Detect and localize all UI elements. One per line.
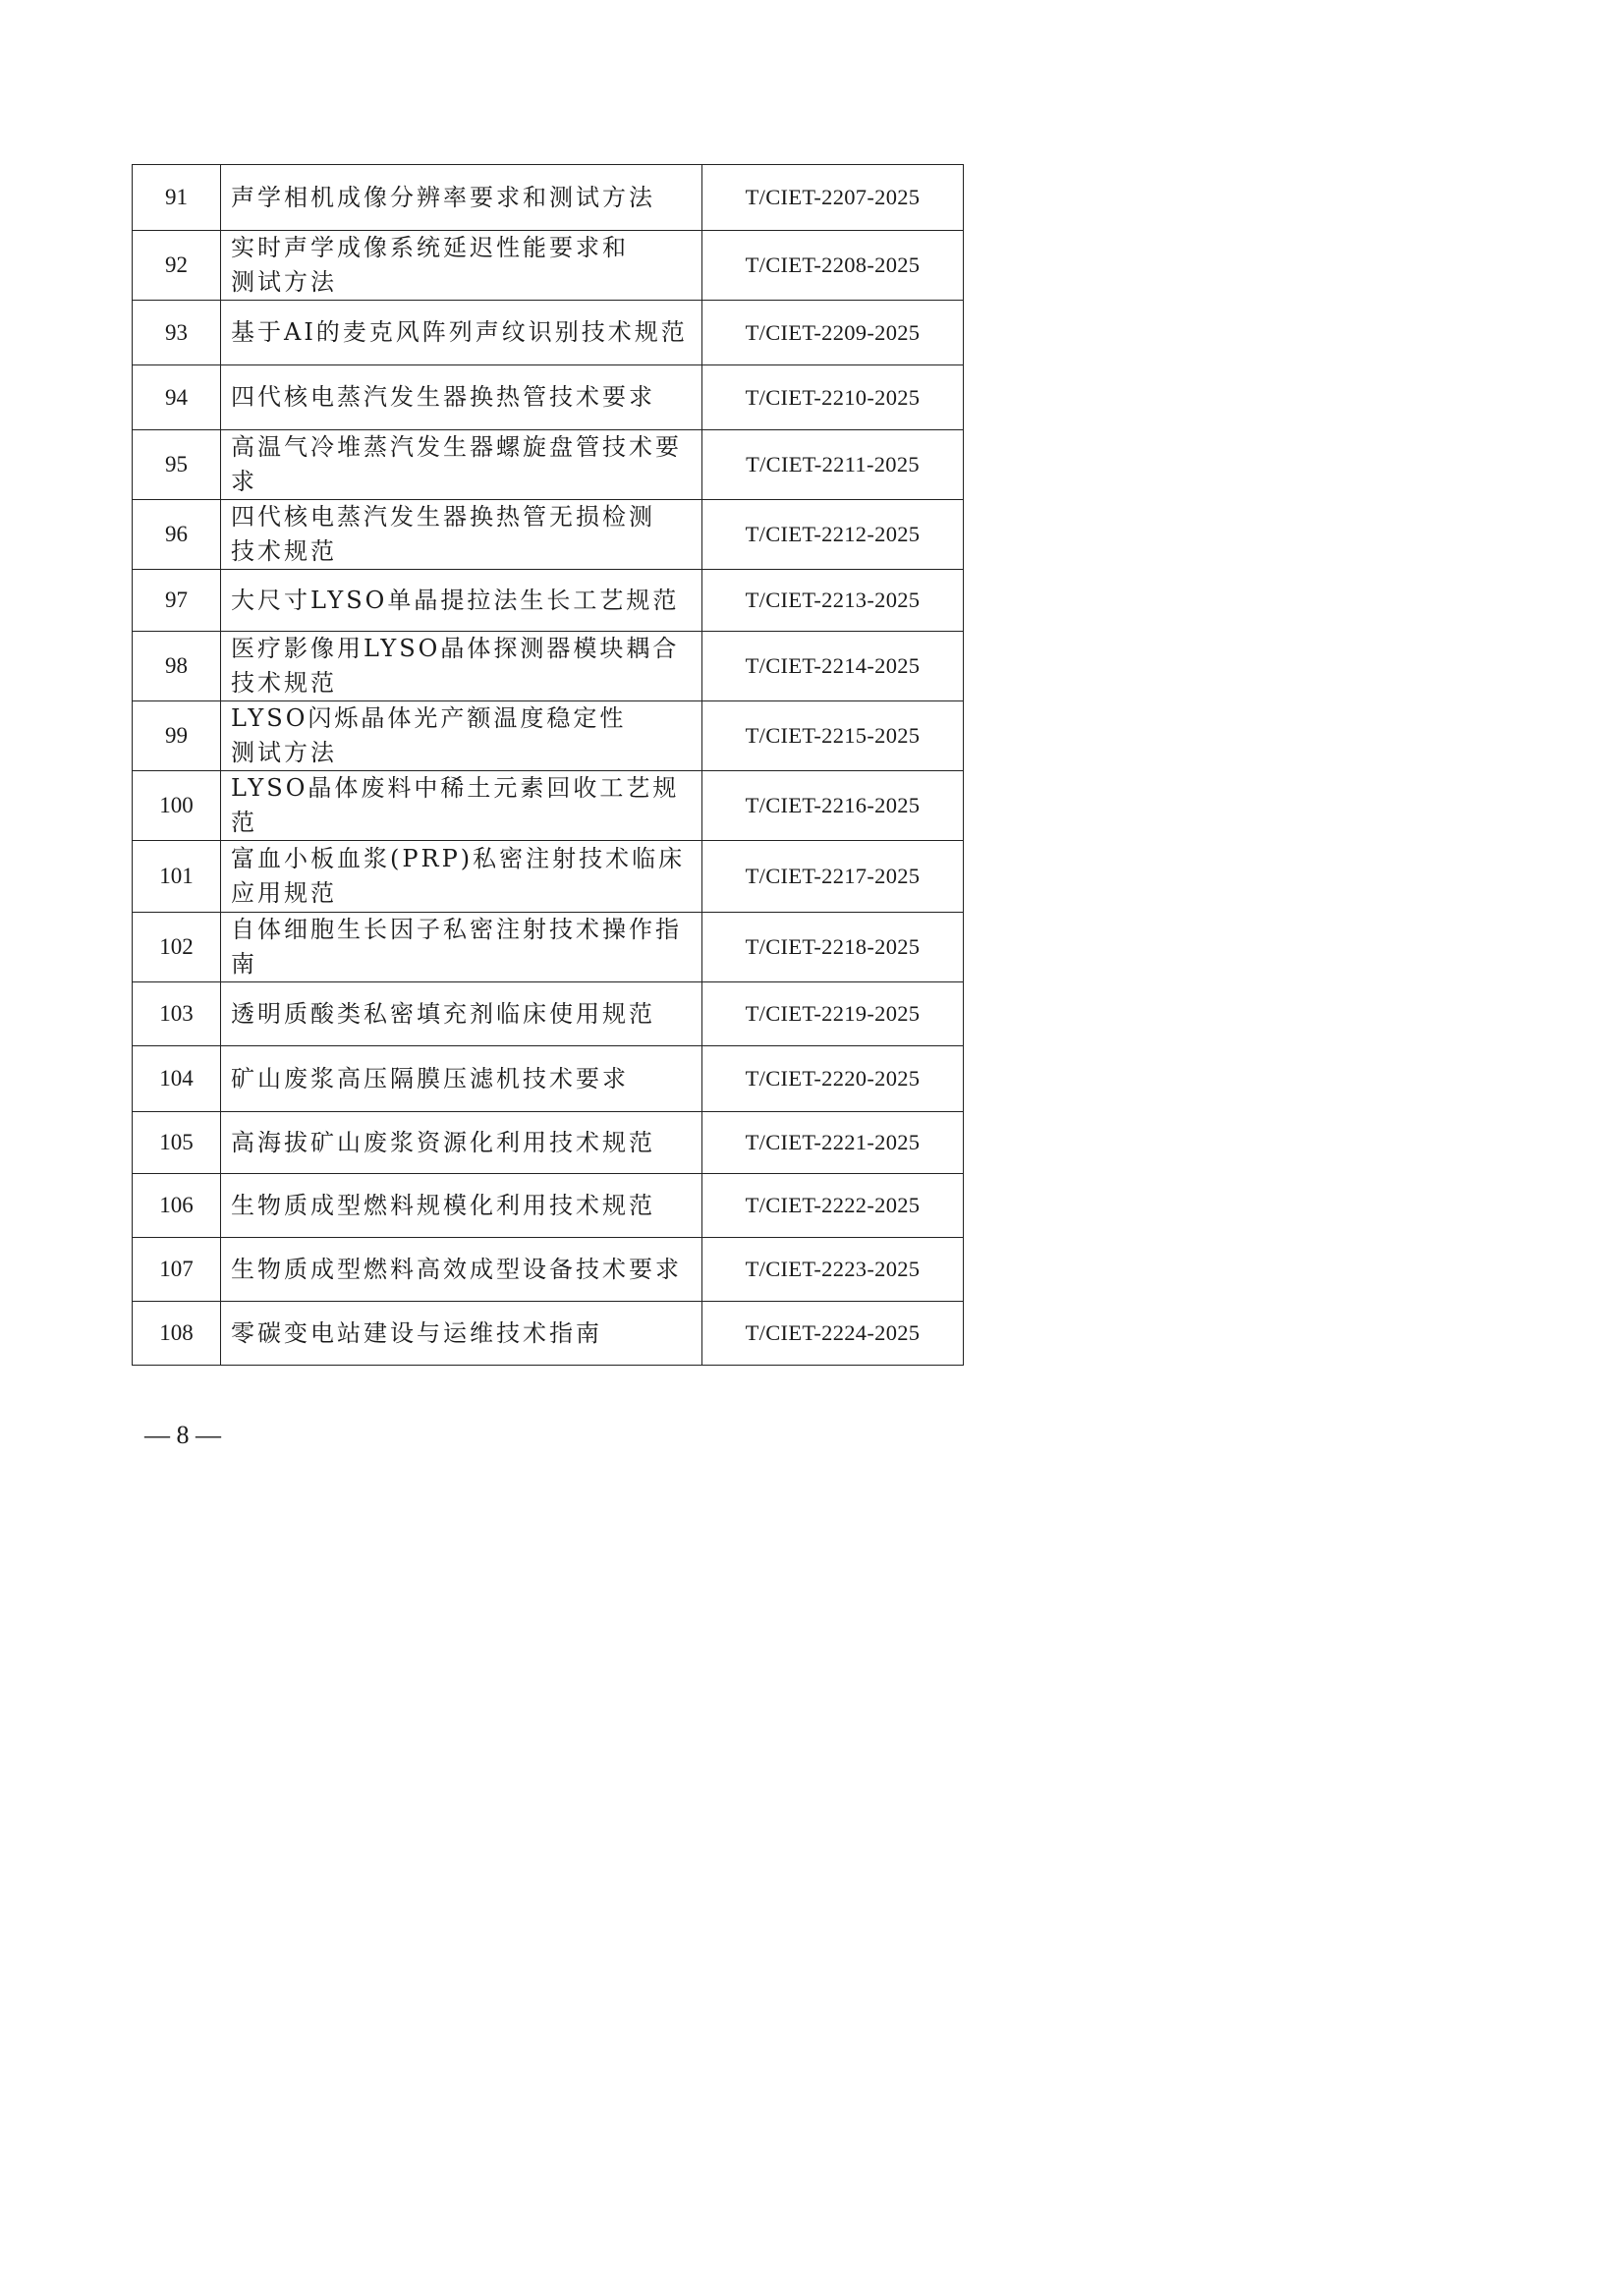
table-row: [133, 570, 964, 632]
table-row: [133, 231, 964, 301]
standard-name: 生物质成型燃料规模化利用技术规范: [221, 1174, 702, 1238]
standard-name: LYSO闪烁晶体光产额温度稳定性 测试方法: [221, 701, 702, 771]
table-row: [133, 301, 964, 365]
standard-code: T/CIET-2220-2025: [702, 1046, 964, 1112]
standard-name: 高海拔矿山废浆资源化利用技术规范: [221, 1112, 702, 1174]
standard-code: T/CIET-2214-2025: [702, 632, 964, 701]
table-row: [133, 1238, 964, 1302]
row-number: 98: [133, 632, 221, 701]
table-row: [133, 430, 964, 500]
standard-code: T/CIET-2213-2025: [702, 570, 964, 632]
row-number: 101: [133, 841, 221, 913]
standard-name: 零碳变电站建设与运维技术指南: [221, 1302, 702, 1366]
standard-code: T/CIET-2219-2025: [702, 982, 964, 1046]
row-number: 95: [133, 430, 221, 500]
standard-name: LYSO晶体废料中稀土元素回收工艺规范: [221, 771, 702, 841]
row-number: 107: [133, 1238, 221, 1302]
table-row: [133, 771, 964, 841]
standard-name: 大尺寸LYSO单晶提拉法生长工艺规范: [221, 570, 702, 632]
table-row: [133, 632, 964, 701]
standard-code: T/CIET-2224-2025: [702, 1302, 964, 1366]
standard-name: 生物质成型燃料高效成型设备技术要求: [221, 1238, 702, 1302]
table-row: [133, 841, 964, 913]
table-row: [133, 1112, 964, 1174]
row-number: 108: [133, 1302, 221, 1366]
standard-code: T/CIET-2218-2025: [702, 913, 964, 982]
standard-code: T/CIET-2212-2025: [702, 500, 964, 570]
table-row: [133, 365, 964, 430]
standard-name: 医疗影像用LYSO晶体探测器模块耦合 技术规范: [221, 632, 702, 701]
page-number: — 8 —: [144, 1421, 221, 1449]
standard-code: T/CIET-2216-2025: [702, 771, 964, 841]
row-number: 92: [133, 231, 221, 301]
standard-code: T/CIET-2215-2025: [702, 701, 964, 771]
standard-name: 四代核电蒸汽发生器换热管技术要求: [221, 365, 702, 430]
standard-name: 透明质酸类私密填充剂临床使用规范: [221, 982, 702, 1046]
row-number: 106: [133, 1174, 221, 1238]
standards-table-body: [133, 165, 964, 1366]
table-row: [133, 913, 964, 982]
standard-code: T/CIET-2223-2025: [702, 1238, 964, 1302]
row-number: 91: [133, 165, 221, 231]
standard-name: 高温气冷堆蒸汽发生器螺旋盘管技术要求: [221, 430, 702, 500]
standard-code: T/CIET-2207-2025: [702, 165, 964, 231]
standard-code: T/CIET-2211-2025: [702, 430, 964, 500]
table-row: [133, 165, 964, 231]
standard-code: T/CIET-2210-2025: [702, 365, 964, 430]
table-row: [133, 500, 964, 570]
standard-name: 矿山废浆高压隔膜压滤机技术要求: [221, 1046, 702, 1112]
row-number: 100: [133, 771, 221, 841]
standard-name: 基于AI的麦克风阵列声纹识别技术规范: [221, 301, 702, 365]
table-row: [133, 1046, 964, 1112]
standards-table: [132, 164, 964, 1366]
row-number: 104: [133, 1046, 221, 1112]
standard-name: 实时声学成像系统延迟性能要求和 测试方法: [221, 231, 702, 301]
table-row: [133, 1302, 964, 1366]
standard-name: 自体细胞生长因子私密注射技术操作指南: [221, 913, 702, 982]
row-number: 99: [133, 701, 221, 771]
row-number: 96: [133, 500, 221, 570]
standard-code: T/CIET-2221-2025: [702, 1112, 964, 1174]
standard-name: 四代核电蒸汽发生器换热管无损检测 技术规范: [221, 500, 702, 570]
table-row: [133, 1174, 964, 1238]
standard-name: 富血小板血浆(PRP)私密注射技术临床 应用规范: [221, 841, 702, 913]
standard-code: T/CIET-2217-2025: [702, 841, 964, 913]
row-number: 105: [133, 1112, 221, 1174]
standard-code: T/CIET-2209-2025: [702, 301, 964, 365]
row-number: 94: [133, 365, 221, 430]
standard-code: T/CIET-2208-2025: [702, 231, 964, 301]
row-number: 93: [133, 301, 221, 365]
table-row: [133, 982, 964, 1046]
row-number: 102: [133, 913, 221, 982]
table-row: [133, 701, 964, 771]
row-number: 103: [133, 982, 221, 1046]
row-number: 97: [133, 570, 221, 632]
standard-name: 声学相机成像分辨率要求和测试方法: [221, 165, 702, 231]
standard-code: T/CIET-2222-2025: [702, 1174, 964, 1238]
